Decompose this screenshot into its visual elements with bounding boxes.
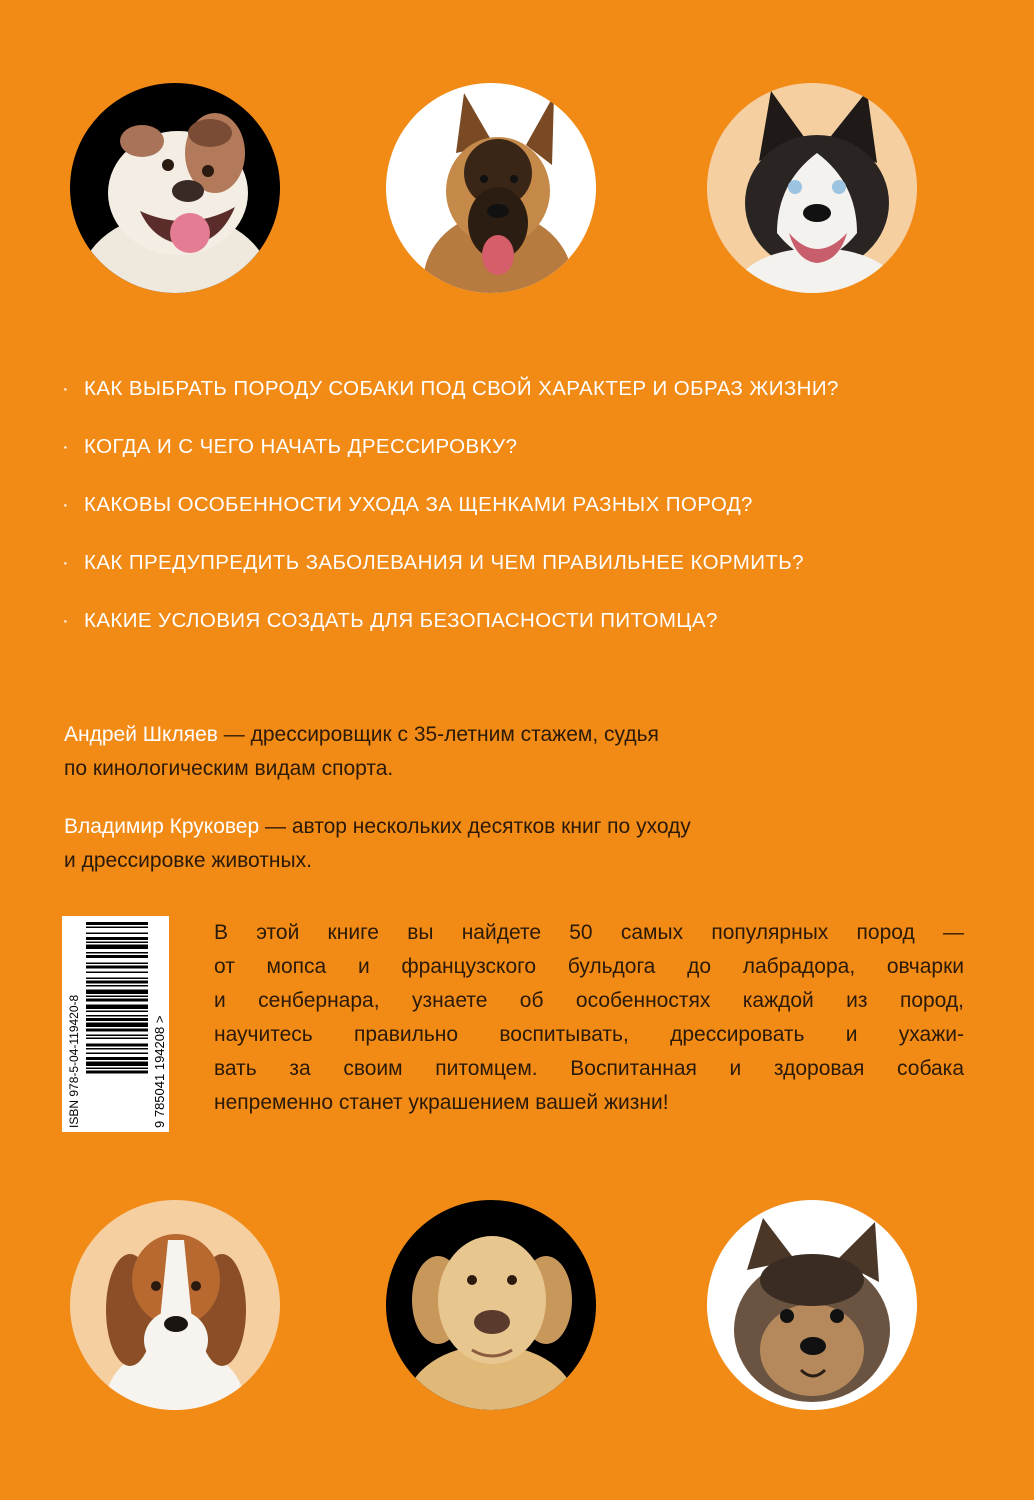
question-item: · КОГДА И С ЧЕГО НАЧАТЬ ДРЕССИРОВКУ? [62, 433, 982, 461]
barcode-bar [86, 972, 148, 974]
barcode-bar [86, 1062, 148, 1067]
photo-bulldog [70, 83, 280, 293]
description-line: вать за своим питомцем. Воспитанная и здоровая собака [214, 1057, 964, 1080]
book-description [214, 916, 964, 1120]
isbn-text: ISBN 978-5-04-119420-8 [67, 994, 81, 1128]
author-shklyaev: Андрей Шкляев — дрессировщик с 35-летним стажем, судья по кинологическим видам спорта. [64, 718, 944, 786]
author-name: Андрей Шкляев [64, 723, 218, 746]
description-line: непременно станет украшением вашей жизни! [214, 1091, 669, 1114]
isbn-barcode [62, 916, 169, 1132]
barcode-bar [86, 1038, 148, 1040]
barcode-bar [86, 1005, 148, 1010]
barcode-bar [86, 1015, 148, 1017]
bullet-icon: · [62, 377, 70, 400]
barcode-bar [86, 933, 148, 935]
barcode-bar [86, 1071, 148, 1074]
questions-list [62, 375, 982, 665]
barcode-bar [86, 1044, 148, 1047]
barcode-bar [86, 1029, 148, 1032]
barcode-bar [86, 1053, 148, 1055]
author-desc-line2: и дрессировке животных. [64, 849, 312, 872]
question-item: · КАКОВЫ ОСОБЕННОСТИ УХОДА ЗА ЩЕНКАМИ РАЗНЫХ ПОРОД? [62, 491, 982, 519]
author-name: Владимир Круковер [64, 815, 260, 838]
barcode-bar [86, 1023, 148, 1028]
barcode-digits: 9 785041 194208 > [152, 1015, 167, 1128]
author-desc: дрессировщик с 35-летним стажем, судья [250, 723, 659, 746]
barcode-bar [86, 981, 148, 984]
barcode-bar [86, 1068, 148, 1070]
description-line: от мопса и французского бульдога до лабрадора, овчарки [214, 955, 964, 978]
barcode-bar [86, 990, 148, 995]
barcode-bar [86, 978, 148, 980]
question-item: · КАК ВЫБРАТЬ ПОРОДУ СОБАКИ ПОД СВОЙ ХАРАКТЕР И ОБРАЗ ЖИЗНИ? [62, 375, 982, 403]
barcode-bar [86, 922, 148, 925]
bullet-icon: · [62, 435, 70, 458]
barcode-bar [86, 945, 148, 950]
barcode-bar [86, 927, 148, 929]
barcode-bar [86, 952, 148, 954]
description-line: научитесь правильно воспитывать, дрессировать и ухажи- [214, 1023, 964, 1046]
barcode-bar [86, 1048, 148, 1050]
barcode-bar [86, 1035, 148, 1037]
author-krukover: Владимир Круковер — автор нескольких десятков книг по уходу и дрессировке животных. [64, 810, 944, 878]
photo-yorkshire-terrier [707, 1200, 917, 1410]
photo-german-shepherd [386, 83, 596, 293]
barcode-bar [86, 942, 148, 944]
barcode-bar [86, 1057, 148, 1060]
barcode-bars [86, 922, 148, 1074]
description-line: и сенбернара, узнаете об особенностях каждой из пород, [214, 989, 964, 1012]
barcode-bar [86, 955, 148, 958]
photo-labrador [386, 1200, 596, 1410]
barcode-bar [86, 1011, 148, 1013]
photo-husky [707, 83, 917, 293]
barcode-bar [86, 966, 148, 969]
photo-beagle [70, 1200, 280, 1410]
barcode-bar [86, 996, 148, 998]
question-item: · КАК ПРЕДУПРЕДИТЬ ЗАБОЛЕВАНИЯ И ЧЕМ ПРАВИЛЬНЕЕ КОРМИТЬ? [62, 549, 982, 577]
bullet-icon: · [62, 609, 70, 632]
barcode-bar [86, 985, 148, 987]
barcode-bar [86, 937, 148, 940]
barcode-bar [86, 999, 148, 1002]
bullet-icon: · [62, 551, 70, 574]
author-desc: автор нескольких десятков книг по уходу [291, 815, 691, 838]
author-desc-line2: по кинологическим видам спорта. [64, 757, 394, 780]
bullet-icon: · [62, 493, 70, 516]
question-item: · КАКИЕ УСЛОВИЯ СОЗДАТЬ ДЛЯ БЕЗОПАСНОСТИ ПИТОМЦА? [62, 607, 982, 635]
barcode-bar [86, 1018, 148, 1021]
description-line: В этой книге вы найдете 50 самых популярных пород — [214, 921, 964, 944]
barcode-bar [86, 963, 148, 965]
